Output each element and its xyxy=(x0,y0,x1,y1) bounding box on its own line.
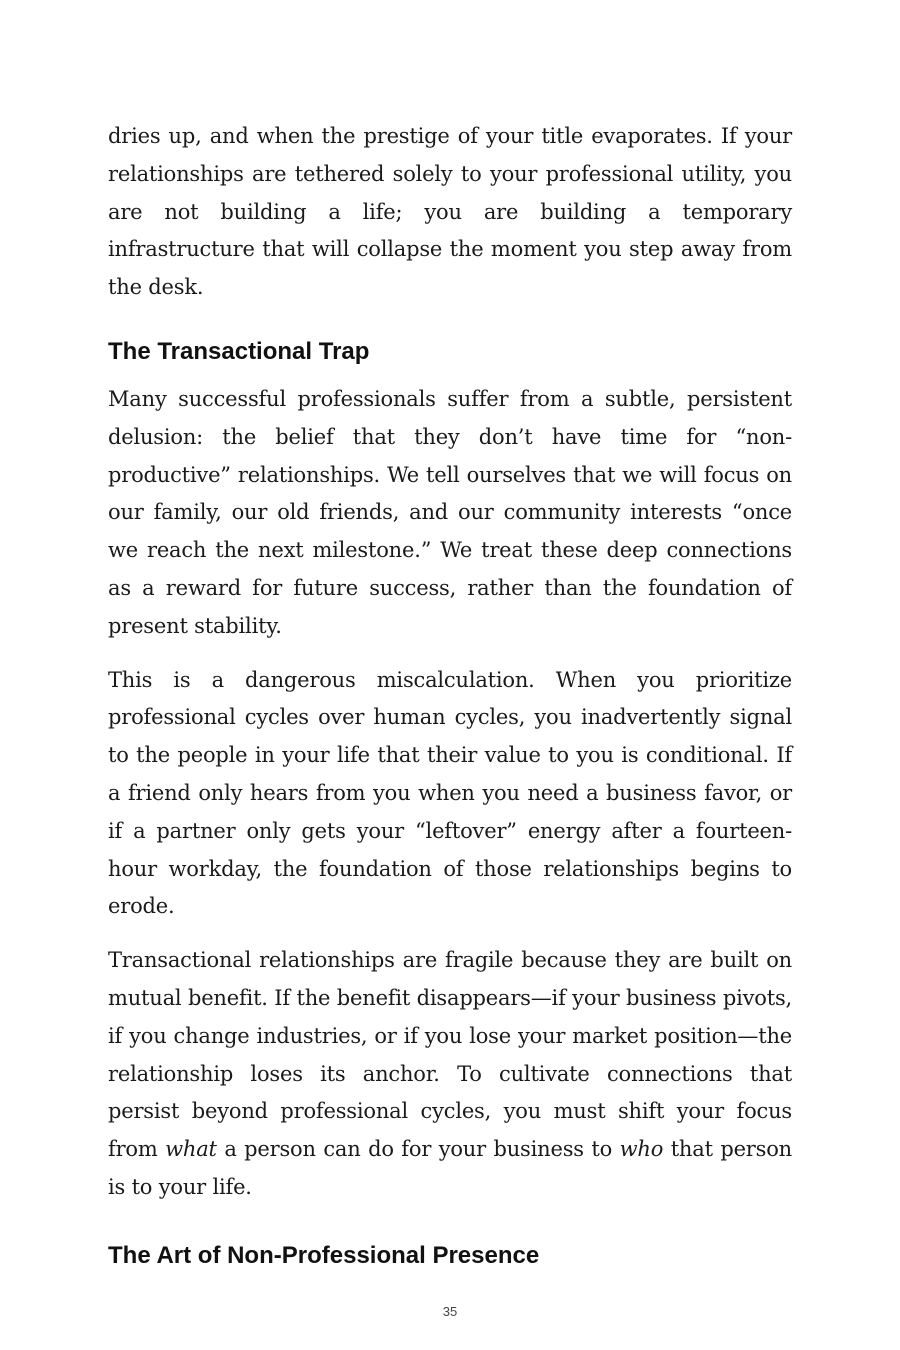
emphasis-what: what xyxy=(165,1137,217,1162)
body-paragraph-2: Many successful professionals suffer from a subtle, persistent delusion: the belief that they don’t have time for “non-productive” relationships. We tell ourselves that we will focus on our family, our old friends, and our community interests “once we reach the next milestone.” We treat these deep connections as a reward for future success, rather than the foundation of present stability. xyxy=(108,386,792,638)
body-paragraph-4 xyxy=(108,942,792,1207)
emphasis-who: who xyxy=(619,1137,664,1162)
body-paragraph-3: This is a dangerous miscalculation. When you prioritize professional cycles over human cycles, you inadvertently signal to the people in your life that their value to you is conditional. If a friend only hears from you when you need a business favor, or if a partner only gets your “leftover” energy after a fourteen-hour workday, the foundation of those relationships begins to erode. xyxy=(108,667,792,919)
paragraph-4-text-a: Transactional relationships are fragile because they are built on mutual benefit. If the benefit disappears—if your business pivots, if you change industries, or if you lose your market position—the relationship loses its anchor. To cultivate connections that persist beyond professional cycles, you must shift your focus from xyxy=(108,948,792,1162)
page-number: 35 xyxy=(442,1304,458,1319)
paragraph-4-text-b: a person can do for your business to xyxy=(216,1137,620,1162)
section-heading-non-professional-presence: The Art of Non-Professional Presence xyxy=(108,1241,540,1269)
body-paragraph-1: dries up, and when the prestige of your title evaporates. If your relationships are tethered solely to your professional utility, you are not building a life; you are building a temporary infrastructure that will collapse the moment you step away from the desk. xyxy=(108,124,792,300)
page-content xyxy=(108,118,792,1271)
paragraph-4-text-c: that person is to your life. xyxy=(108,1137,792,1199)
section-heading-transactional-trap: The Transactional Trap xyxy=(108,337,370,365)
